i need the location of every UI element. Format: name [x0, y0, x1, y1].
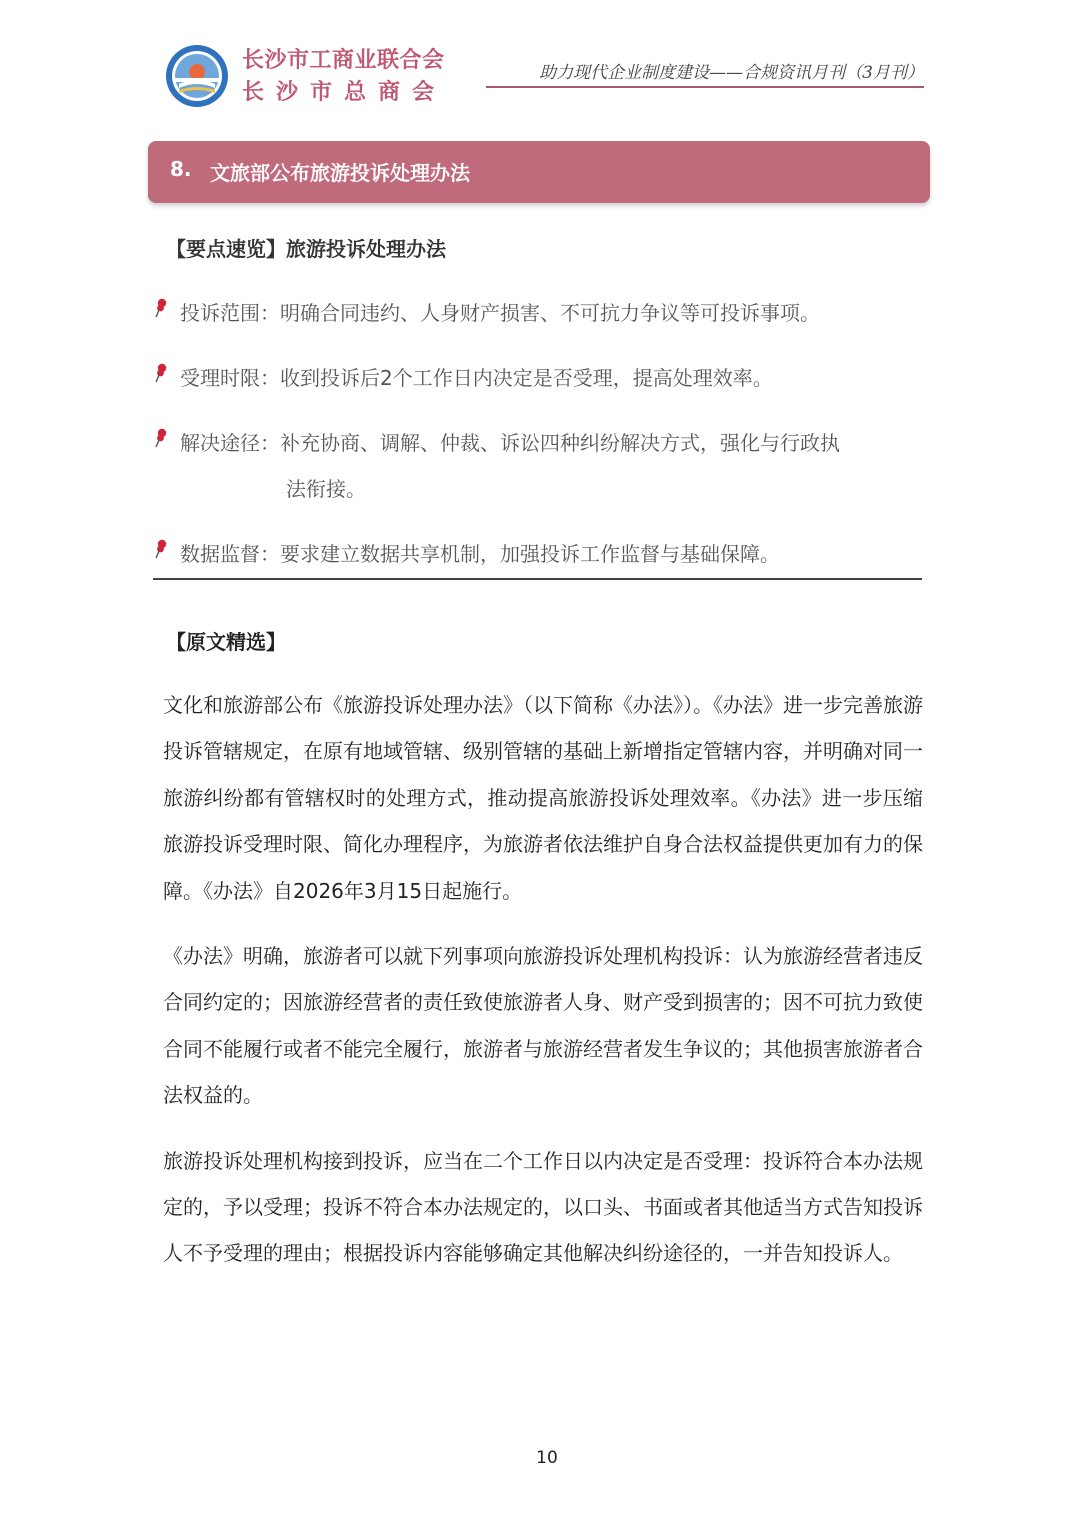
- journal-title: 助力现代企业制度建设——合规资讯月刊（3月刊）: [539, 63, 924, 83]
- paragraph: 文化和旅游部公布《旅游投诉处理办法》（以下简称《办法》）。《办法》进一步完善旅游投诉管辖规定，在原有地域管辖、级别管辖的基础上新增指定管辖内容，并明确对同一旅游纠纷都有管辖权时的处理方式，推动提高旅游投诉处理效率。《办法》进一步压缩旅游投诉受理时限、简化办理程序，为旅游者依法维护自身合法权益提供更加有力的保障。《办法》自2026年3月15日起施行。: [163, 693, 923, 903]
- section-banner: [148, 141, 930, 203]
- summary-item-text: 补充协商、调解、仲裁、诉讼四种纠纷解决方式，强化与行政执: [280, 431, 840, 455]
- summary-item: [150, 355, 930, 401]
- org-name-line1: 长沙市工商业联合会: [242, 48, 445, 73]
- summary-item-label: 解决途径：: [180, 431, 280, 455]
- original-text: [163, 682, 923, 1296]
- summary-item-label: 投诉范围：: [180, 301, 280, 325]
- summary-item: [150, 290, 930, 336]
- header-divider: [486, 86, 924, 88]
- paragraph: 旅游投诉处理机构接到投诉，应当在二个工作日以内决定是否受理：投诉符合本办法规定的，予以受理；投诉不符合本办法规定的，以口头、书面或者其他适当方式告知投诉人不予受理的理由；根据投诉内容能够确定其他解决纠纷途径的，一并告知投诉人。: [163, 1148, 923, 1266]
- summary-item-text: 收到投诉后2个工作日内决定是否受理，提高处理效率。: [280, 366, 773, 390]
- organization-name: [242, 46, 446, 108]
- summary-item-text: 要求建立数据共享机制，加强投诉工作监督与基础保障。: [280, 542, 780, 566]
- summary-divider: [153, 578, 922, 580]
- summary-heading: 【要点速览】旅游投诉处理办法: [166, 237, 446, 261]
- section-title: 文旅部公布旅游投诉处理办法: [210, 161, 470, 185]
- original-heading: 【原文精选】: [166, 630, 286, 654]
- pushpin-icon: [154, 298, 168, 318]
- pushpin-icon: [154, 539, 168, 559]
- summary-list: [150, 290, 930, 596]
- summary-item-text-continued: 法衔接。: [286, 477, 366, 501]
- summary-item-label: 受理时限：: [180, 366, 280, 390]
- summary-item-label: 数据监督：: [180, 542, 280, 566]
- summary-item-text: 明确合同违约、人身财产损害、不可抗力争议等可投诉事项。: [280, 301, 820, 325]
- pushpin-icon: [154, 363, 168, 383]
- page-number: 10: [536, 1448, 558, 1468]
- org-name-line2: 长沙市总商会: [242, 80, 447, 105]
- chamber-logo: [165, 44, 229, 108]
- summary-item: [150, 531, 930, 577]
- summary-item: [150, 420, 930, 512]
- section-number: 8.: [170, 157, 192, 181]
- pushpin-icon: [154, 428, 168, 448]
- paragraph: 《办法》明确，旅游者可以就下列事项向旅游投诉处理机构投诉：认为旅游经营者违反合同约定的；因旅游经营者的责任致使旅游者人身、财产受到损害的；因不可抗力致使合同不能履行或者不能完全履行，旅游者与旅游经营者发生争议的；其他损害旅游者合法权益的。: [163, 944, 923, 1108]
